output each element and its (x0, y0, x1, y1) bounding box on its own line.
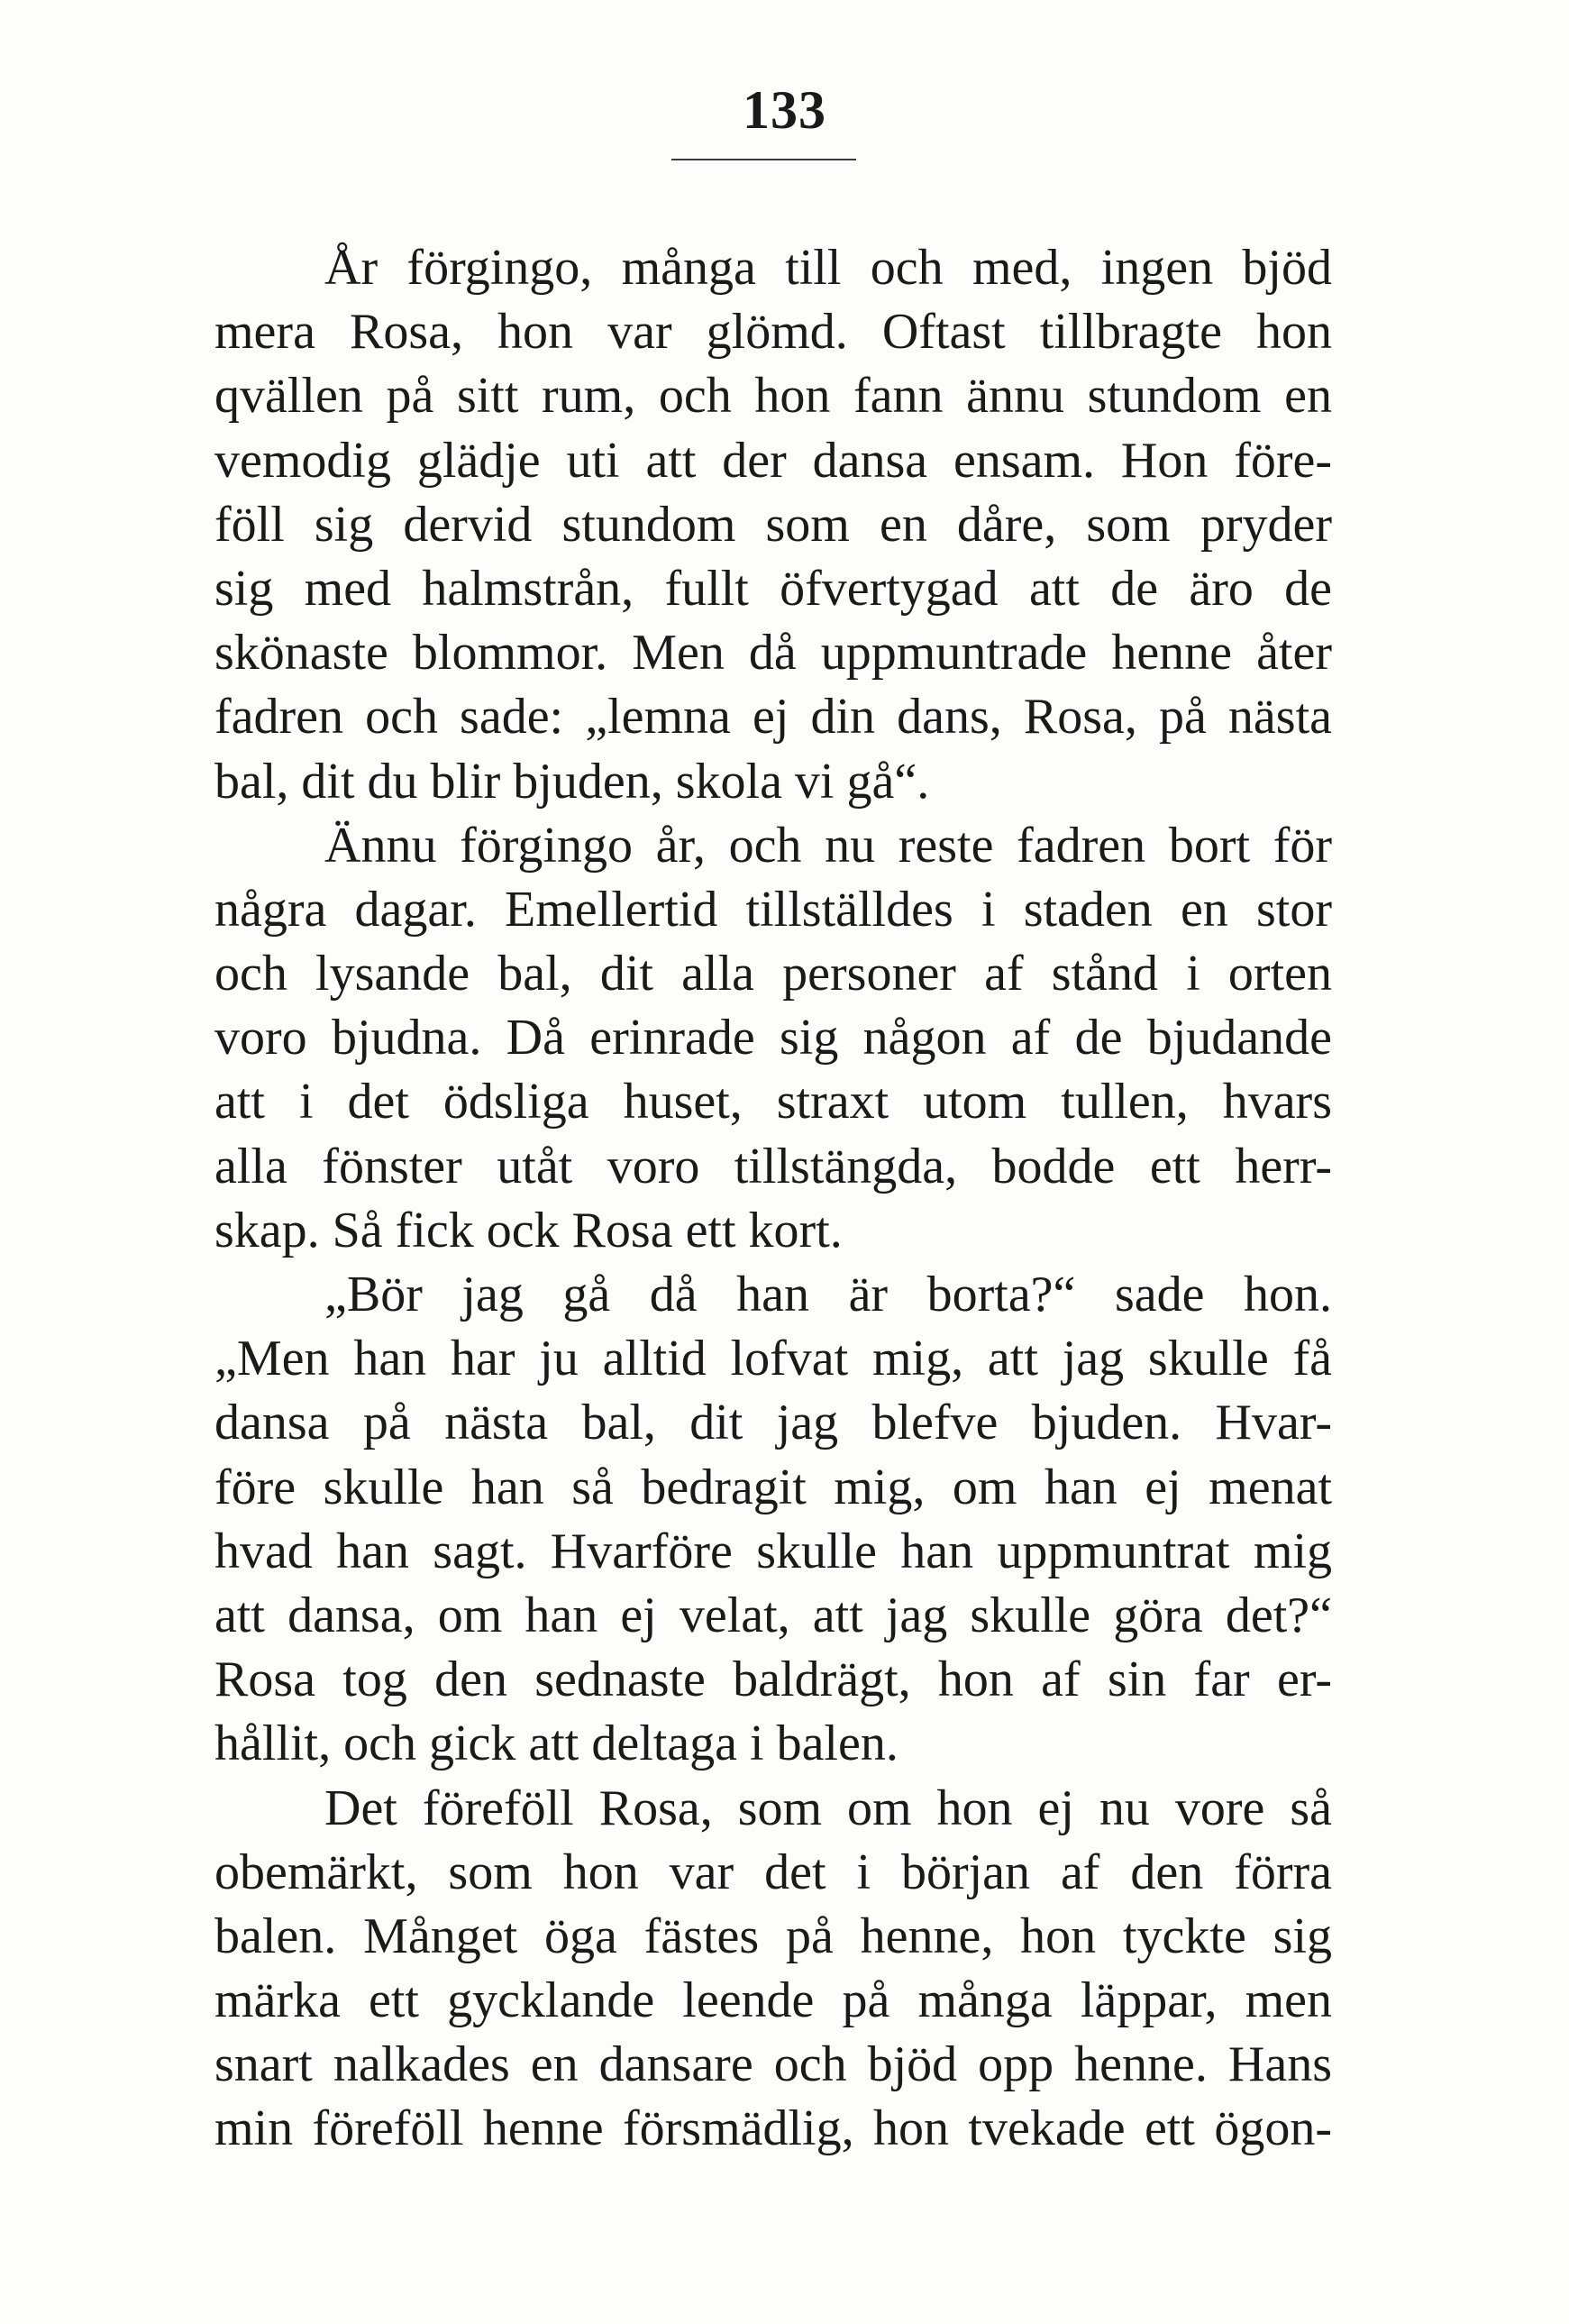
text-line: min föreföll henne försmädlig, hon tvekade ett ögon- (214, 2100, 1332, 2157)
text-line: Det föreföll Rosa, som om hon ej nu vore så (324, 1780, 1332, 1836)
text-line: alla fönster utåt voro tillstängda, bodde ett herr- (214, 1138, 1332, 1194)
text-line: att dansa, om han ej velat, att jag skulle göra det?“ (214, 1587, 1332, 1643)
text-line: balen. Månget öga fästes på henne, hon tyckte sig (214, 1908, 1332, 1964)
text-line: några dagar. Emellertid tillställdes i staden en stor (214, 881, 1332, 938)
text-line: fadren och sade: „lemna ej din dans, Rosa, på nästa (214, 689, 1332, 746)
text-line: hvad han sagt. Hvarföre skulle han uppmuntrat mig (214, 1523, 1332, 1579)
text-line: att i det ödsliga huset, straxt utom tullen, hvars (214, 1074, 1332, 1130)
text-line: Rosa tog den sednaste baldrägt, hon af sin far er- (214, 1652, 1332, 1708)
text-line: bal, dit du blir bjuden, skola vi gå“. (214, 753, 930, 810)
text-line: voro bjudna. Då erinrade sig någon af de bjudande (214, 1010, 1332, 1066)
text-line: „Men han har ju alltid lofvat mig, att jag skulle få (214, 1331, 1332, 1387)
text-line: före skulle han så bedragit mig, om han ej menat (214, 1459, 1332, 1515)
text-line: hållit, och gick att deltaga i balen. (214, 1716, 899, 1772)
text-line: „Bör jag gå då han är borta?“ sade hon. (324, 1267, 1332, 1322)
text-line: Ännu förgingo år, och nu reste fadren bort för (324, 817, 1332, 874)
page-number: 133 (743, 80, 826, 140)
text-line: märka ett gycklande leende på många läppar, men (214, 1972, 1332, 2029)
text-line: mera Rosa, hon var glömd. Oftast tillbragte hon (214, 304, 1332, 361)
body-text (214, 236, 1332, 2162)
text-line: År förgingo, många till och med, ingen bjöd (324, 240, 1332, 296)
text-line: skönaste blommor. Men då uppmuntrade henne åter (214, 625, 1332, 682)
text-line: obemärkt, som hon var det i början af den förra (214, 1844, 1332, 1900)
text-line: skap. Så fick ock Rosa ett kort. (214, 1202, 843, 1258)
text-line: snart nalkades en dansare och bjöd opp henne. Hans (214, 2036, 1332, 2093)
text-line: qvällen på sitt rum, och hon fann ännu stundom en (214, 368, 1332, 425)
text-line: dansa på nästa bal, dit jag blefve bjuden. Hvar- (214, 1395, 1332, 1451)
text-line: föll sig dervid stundom som en dåre, som pryder (214, 496, 1332, 553)
text-line: vemodig glädje uti att der dansa ensam. Hon före- (214, 432, 1332, 489)
text-line: och lysande bal, dit alla personer af stånd i orten (214, 946, 1332, 1002)
header-rule (671, 159, 856, 160)
text-line: sig med halmstrån, fullt öfvertygad att de äro de (214, 560, 1332, 617)
